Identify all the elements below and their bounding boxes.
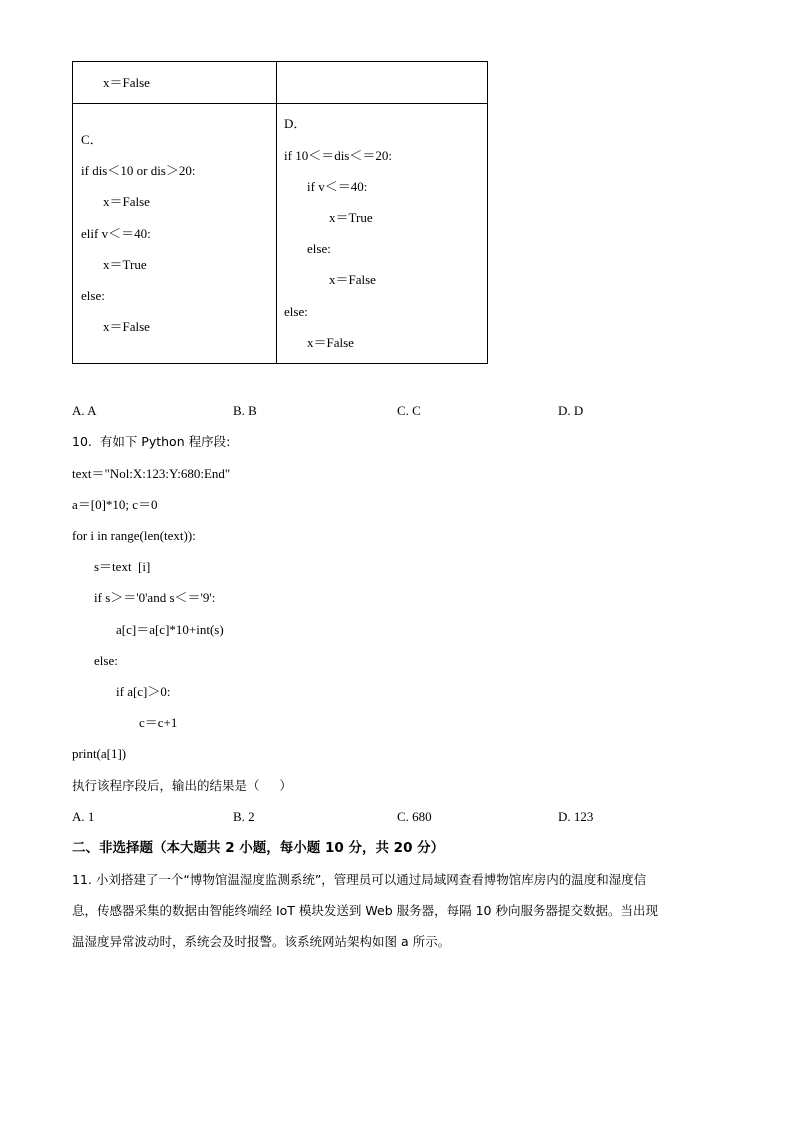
q10-code-line: if s＞＝'0'and s＜＝'9': [94, 590, 216, 605]
table-top-left-cell: x＝False [103, 75, 150, 90]
option-c-label: C． [81, 132, 103, 147]
option-c-code-line: elif v＜＝40: [81, 226, 151, 241]
option-d-code-line: x＝False [307, 335, 354, 350]
q9-option-d: D. D [558, 403, 584, 418]
option-d-code-line: x＝True [329, 210, 373, 225]
option-d-code-line: else: [307, 241, 331, 256]
q10-option-a: A. 1 [72, 809, 95, 824]
q9-option-b: B. B [233, 403, 257, 418]
q10-code-line: if a[c]＞0: [116, 684, 171, 699]
q11-paragraph-line: 息，传感器采集的数据由智能终端经 IoT 模块发送到 Web 服务器，每隔 10 秒向服务器提交数据。当出现 [72, 903, 658, 918]
q10-option-c: C. 680 [397, 809, 432, 824]
table-row-divider [72, 103, 488, 104]
q10-option-d: D. 123 [558, 809, 594, 824]
q10-code-line: s＝text [i] [94, 559, 151, 574]
option-d-code-line: else: [284, 304, 308, 319]
q11-paragraph-line: 11. 小刘搭建了一个“博物馆温湿度监测系统”，管理员可以通过局域网查看博物馆库房内的温度和湿度信 [72, 872, 647, 887]
q10-stem: 10. 有如下 Python 程序段: [72, 434, 231, 449]
q10-code-line: print(a[1]) [72, 746, 127, 761]
option-c-code-line: x＝False [103, 319, 150, 334]
q9-option-c: C. C [397, 403, 421, 418]
q10-code-line: else: [94, 653, 118, 668]
q10-question: 执行该程序段后，输出的结果是（ ） [72, 778, 292, 793]
option-c-code-line: else: [81, 288, 105, 303]
option-c-code-line: x＝False [103, 194, 150, 209]
q11-paragraph-line: 温湿度异常波动时，系统会及时报警。该系统网站架构如图 a 所示。 [72, 934, 451, 949]
q10-code-line: a[c]＝a[c]*10+int(s) [116, 622, 224, 637]
option-d-label: D． [284, 116, 307, 131]
table-column-divider [276, 61, 277, 363]
q10-code-line: for i in range(len(text)): [72, 528, 196, 543]
section-heading: 二、非选择题（本大题共 2 小题，每小题 10 分，共 20 分） [72, 840, 445, 856]
q10-code-line: c＝c+1 [139, 715, 178, 730]
option-d-code-line: if v＜＝40: [307, 179, 368, 194]
q10-option-b: B. 2 [233, 809, 255, 824]
q9-option-a: A. A [72, 403, 97, 418]
q10-code-line: text＝"Nol:X:123:Y:680:End" [72, 466, 231, 481]
option-c-code-line: if dis＜10 or dis＞20: [81, 163, 196, 178]
option-c-code-line: x＝True [103, 257, 147, 272]
q10-code-line: a＝[0]*10; c＝0 [72, 497, 158, 512]
option-d-code-line: x＝False [329, 272, 376, 287]
option-d-code-line: if 10＜＝dis＜＝20: [284, 148, 392, 163]
